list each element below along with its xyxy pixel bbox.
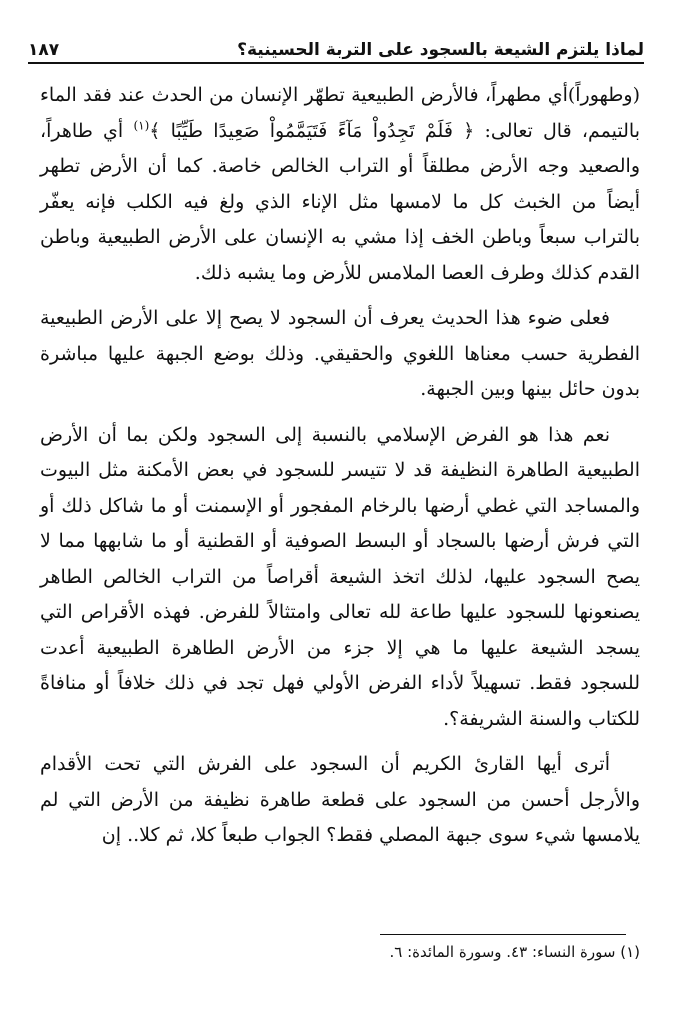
footnote: (١) سورة النساء: ٤٣. وسورة المائدة: ٦.: [389, 943, 640, 961]
page-number: ١٨٧: [28, 40, 60, 60]
header-rule: [28, 62, 644, 64]
running-title: لماذا يلتزم الشيعة بالسجود على التربة الحسينية؟: [237, 40, 644, 60]
paragraph-2: فعلى ضوء هذا الحديث يعرف أن السجود لا يصح إلا على الأرض الطبيعية الفطرية حسب معناها اللغوي والحقيقي. وذلك بوضع الجبهة عليها مباشرة بدون حائل بينها وبين الجبهة.: [40, 307, 640, 400]
footnote-ref-1: (١): [133, 118, 150, 133]
paragraph-1: [40, 78, 640, 291]
page-header: [28, 26, 644, 60]
footnote-rule: [380, 934, 626, 935]
paragraph-4: أترى أيها القارئ الكريم أن السجود على الفرش التي تحت الأقدام والأرجل أحسن من السجود على قطعة طاهرة نظيفة من الأرض التي لم يلامسها شيء سوى جبهة المصلي فقط؟ الجواب طبعاً كلا، ثم كلا.. إن: [40, 753, 640, 846]
paragraph-3: نعم هذا هو الفرض الإسلامي بالنسبة إلى السجود ولكن بما أن الأرض الطبيعية الطاهرة النظيفة قد لا تتيسر للسجود في بعض الأمكنة مثل البيوت والمساجد التي غطي أرضها بالرخام المفجور أو الإسمنت أو ما شاكل ذلك أو التي فرش أرضها بالسجاد أو البسط الصوفية أو القطنية أو ما شابهها مما لا يصح السجود عليها، لذلك اتخذ الشيعة أقراصاً من التراب الخالص الطاهر يصنعونها للسجود عليها طاعة لله تعالى وامتثالاً للفرض. فهذه الأقراص التي يسجد الشيعة عليها ما هي إلا جزء من الأرض الطاهرة الطبيعية أعدت للسجود فقط. تسهيلاً لأداء الفرض الأولي فهل تجد في ذلك خلافاً أو منافاةً للكتاب والسنة الشريفة؟.: [40, 423, 640, 730]
paragraph-1-text-before: (وطهوراً)أي مطهراً، فالأرض الطبيعية تطهّر الإنسان من الحدث عند فقد الماء بالتيمم، قال تعالى: ﴿ فَلَمْ تَجِدُواْ مَآءً فَتَيَمَّمُواْ صَعِيدًا طَيِّبًا ﴾: [40, 84, 641, 142]
body-text: [40, 78, 640, 864]
paragraph-1-text-after: أي طاهراً، والصعيد وجه الأرض مطلقاً أو التراب الخالص خاصة. كما أن الأرض تطهر أيضاً من الخبث كل ما لامسها مثل الإناء الذي ولغ فيه الكلب فإنه يعفّر بالتراب سبعاً وباطن الخف إذا مشي به الإنسان على الأرض الطبيعية وباطن القدم كذلك وطرف العصا الملامس للأرض وما يشبه ذلك.: [40, 119, 640, 284]
